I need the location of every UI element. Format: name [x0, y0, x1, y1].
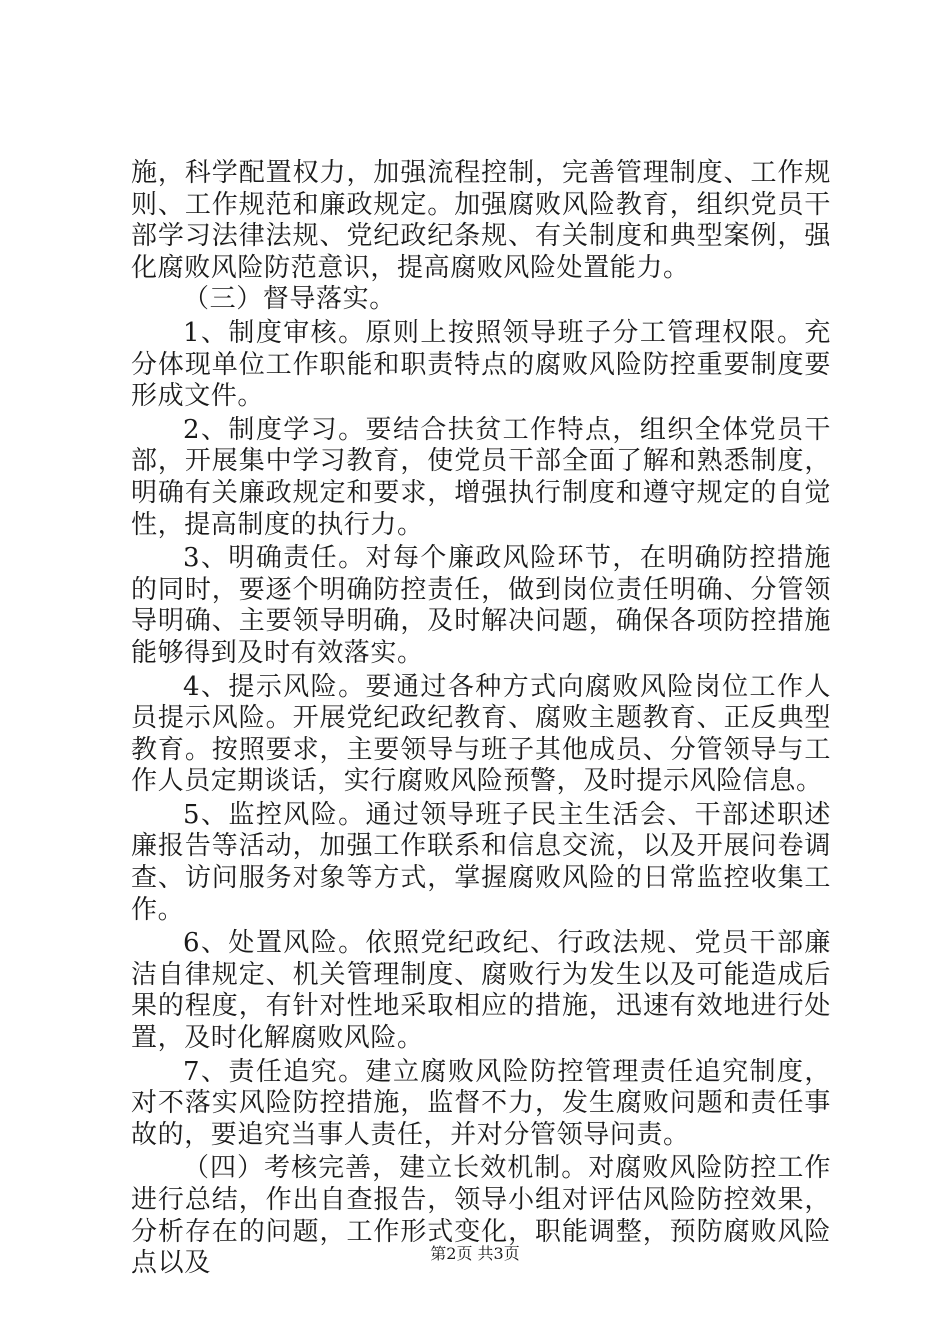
section-heading-3: （三）督导落实。: [183, 284, 396, 315]
paragraph-item-2: 2、制度学习。要结合扶贫工作特点，组织全体党员干部，开展集中学习教育，使党员干部全面了解和熟悉制度，明确有关廉政规定和要求，增强执行制度和遵守规定的自觉性，提高制度的执行力。: [131, 414, 831, 540]
paragraph-item-7: 7、责任追究。建立腐败风险防控管理责任追究制度，对不落实风险防控措施，监督不力，发生腐败问题和责任事故的，要追究当事人责任，并对分管领导问责。: [131, 1056, 831, 1150]
paragraph-item-5: 5、监控风险。通过领导班子民主生活会、干部述职述廉报告等活动，加强工作联系和信息交流，以及开展问卷调查、访问服务对象等方式，掌握腐败风险的日常监控收集工作。: [131, 799, 831, 925]
section-heading-4: （四）考核完善，建立长效机制。对腐败风险防控工作进行总结，作出自查报告，领导小组对评估风险防控效果，分析存在的问题，工作形式变化，职能调整，预防腐败风险点以及: [131, 1153, 831, 1279]
page-number: 第2页 共3页: [430, 1244, 520, 1263]
paragraph-continuation: 施，科学配置权力，加强流程控制，完善管理制度、工作规则、工作规范和廉政规定。加强腐败风险教育，组织党员干部学习法律法规、党纪政纪条规、有关制度和典型案例，强化腐败风险防范意识，提高腐败风险处置能力。: [131, 158, 831, 283]
paragraph-item-1: 1、制度审核。原则上按照领导班子分工管理权限。充分体现单位工作职能和职责特点的腐败风险防控重要制度要形成文件。: [131, 317, 831, 412]
paragraph-item-3: 3、明确责任。对每个廉政风险环节，在明确防控措施的同时，要逐个明确防控责任，做到岗位责任明确、分管领导明确、主要领导明确，及时解决问题，确保各项防控措施能够得到及时有效落实。: [131, 543, 831, 668]
document-body: [131, 158, 831, 1280]
paragraph-item-4: 4、提示风险。要通过各种方式向腐败风险岗位工作人员提示风险。开展党纪政纪教育、腐败主题教育、正反典型教育。按照要求，主要领导与班子其他成员、分管领导与工作人员定期谈话，实行腐败风险预警，及时提示风险信息。: [131, 671, 831, 797]
paragraph-item-6: 6、处置风险。依照党纪政纪、行政法规、党员干部廉洁自律规定、机关管理制度、腐败行为发生以及可能造成后果的程度，有针对性地采取相应的措施，迅速有效地进行处置，及时化解腐败风险。: [131, 928, 831, 1054]
